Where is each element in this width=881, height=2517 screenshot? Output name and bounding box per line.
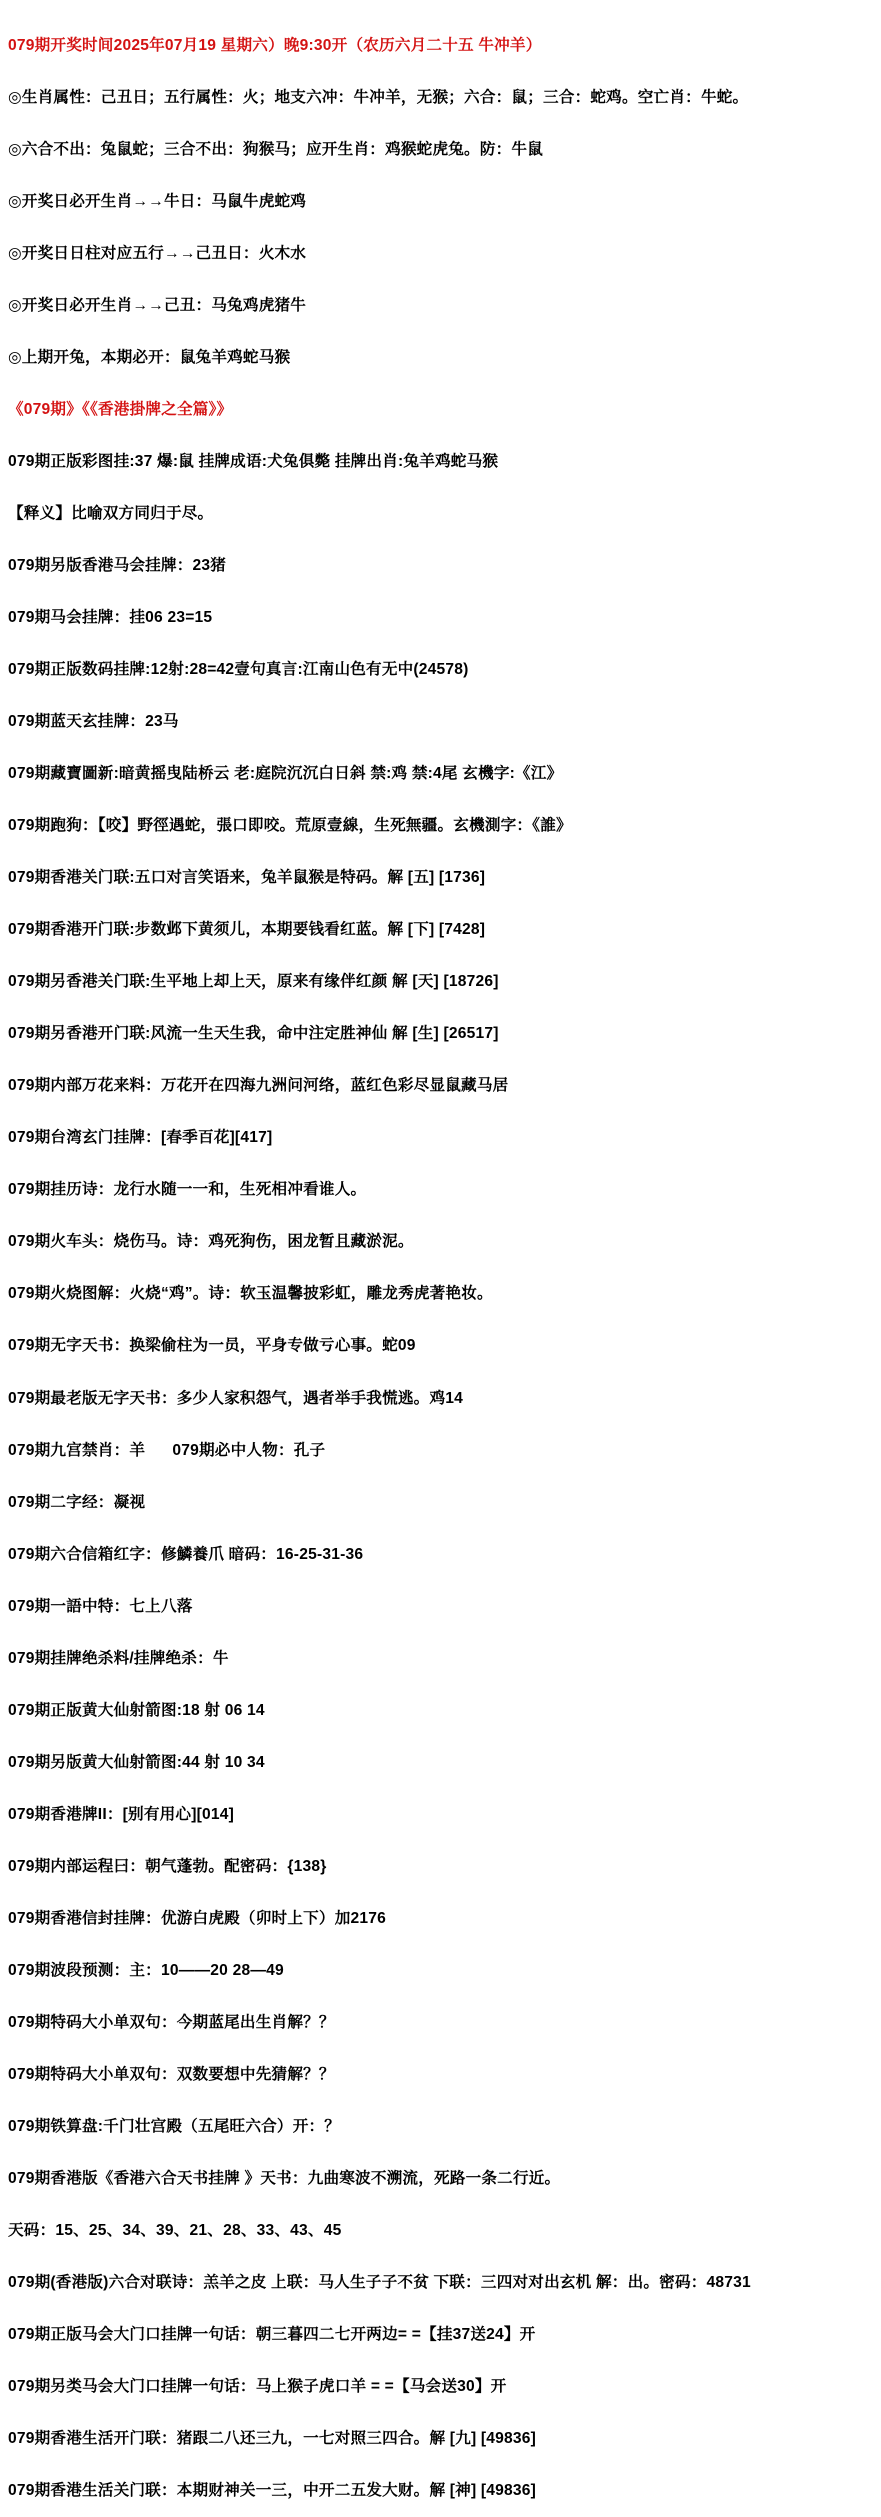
hk-life-close-couplet: 079期香港生活关门联：本期财神关一三，中开二五发大财。解 [神] [49836] [8, 2482, 537, 2500]
official-color-chart-hang: 079期正版彩图挂:37 爆:鼠 挂牌成语:犬兔俱斃 挂牌出肖:兔羊鸡蛇马猴 [8, 452, 499, 470]
special-code-sentence-2: 079期特码大小单双句：双数要想中先猜解？？ [8, 2065, 335, 2083]
shengxiao-attributes: ◎生肖属性：己丑日；五行属性：火；地支六冲：牛冲羊，无猴；六合：鼠；三合：蛇鸡。空亡肖：牛蛇。 [8, 88, 749, 106]
oldest-wordless-book: 079期最老版无字天书：多少人家积怨气，遇者举手我慌逃。鸡14 [8, 1389, 464, 1407]
lantian-xuan-guapai: 079期蓝天玄挂牌：23马 [8, 713, 179, 731]
special-code-sentence-1: 079期特码大小单双句：今期蓝尾出生肖解？？ [8, 2013, 335, 2031]
wordless-book: 079期无字天书：换梁偷柱为一员，平身专做亏心事。蛇09 [8, 1337, 416, 1355]
guapai-kill: 079期挂牌绝杀料/挂牌绝杀：牛 [8, 1649, 229, 1667]
iron-abacus: 079期铁算盘:千门壮宫殿（五尾旺六合）开：？ [8, 2117, 341, 2135]
liuhe-exclusions: ◎六合不出：兔鼠蛇；三合不出：狗猴马；应开生肖：鸡猴蛇虎兔。防：牛鼠 [8, 140, 544, 158]
treasure-map: 079期藏寶圖新:暗黄摇曳陆桥云 老:庭院沉沉白日斜 禁:鸡 禁:4尾 玄機字:《江》 [8, 765, 563, 783]
jiugong-forbidden-zodiac: 079期九宫禁肖：羊 079期必中人物：孔子 [8, 1441, 326, 1459]
train-head: 079期火车头：烧伤马。诗：鸡死狗伤，困龙暂且藏淤泥。 [8, 1233, 414, 1251]
hk-tianshu-guapai: 079期香港版《香港六合天书挂牌 》天书：九曲寒波不溯流，死路一条二行近。 [8, 2169, 561, 2187]
taiwan-xuanmen-guapai: 079期台湾玄门挂牌：[春季百花][417] [8, 1129, 273, 1147]
alt-huangdaxian-arrow: 079期另版黄大仙射箭图:44 射 10 34 [8, 1753, 265, 1771]
fire-burn-diagram: 079期火烧图解：火烧“鸡”。诗：软玉温馨披彩虹，雕龙秀虎著艳妆。 [8, 1285, 493, 1303]
jockey-guapai: 079期马会挂牌：挂06 23=15 [8, 609, 213, 627]
hk-pai-ii: 079期香港牌II：[别有用心][014] [8, 1805, 235, 1823]
hk-open-couplet: 079期香港开门联:步数邺下黄须儿，本期要钱看红蓝。解 [下] [7428] [8, 921, 486, 939]
wave-band-forecast: 079期波段预测：主：10——20 28—49 [8, 1961, 284, 1979]
alt-hk-open-couplet: 079期另香港开门联:风流一生天生我，命中注定胜神仙 解 [生] [26517] [8, 1025, 499, 1043]
running-dog: 079期跑狗：【咬】野徑遇蛇，張口即咬。荒原壹線，生死無疆。玄機測字：《誰》 [8, 817, 572, 835]
hk-envelope-guapai: 079期香港信封挂牌：优游白虎殿（卯时上下）加2176 [8, 1909, 386, 1927]
hk-guapai-title: 《079期》《《香港掛牌之全篇》》 [8, 400, 233, 418]
idiom-explanation: 【释义】比喻双方同归于尽。 [8, 504, 214, 522]
hk-close-couplet: 079期香港关门联:五口对言笑语来，兔羊鼠猴是特码。解 [五] [1736] [8, 869, 486, 887]
alt-hk-close-couplet: 079期另香港关门联:生平地上却上天，原来有缘伴红颜 解 [天] [18726] [8, 973, 499, 991]
last-period-result: ◎上期开兔，本期必开：鼠兔羊鸡蛇马猴 [8, 348, 291, 366]
header-draw-time: 079期开奖时间2025年07月19 星期六）晚9:30开（农历六月二十五 牛冲羊） [8, 36, 542, 54]
official-digital-guapai: 079期正版数码挂牌:12射:28=42壹句真言:江南山色有无中(24578) [8, 661, 469, 679]
alt-gate-guapai: 079期另类马会大门口挂牌一句话：马上猴子虎口羊 = =【马会送30】开 [8, 2378, 507, 2396]
hk-life-open-couplet: 079期香港生活开门联：猪跟二八还三九，一七对照三四合。解 [九] [49836] [8, 2430, 537, 2448]
liuhe-couplet-poem: 079期(香港版)六合对联诗：羔羊之皮 上联：马人生子子不贫 下联：三四对对出玄机 解：出。密码：48731 [8, 2274, 751, 2292]
official-huangdaxian-arrow: 079期正版黄大仙射箭图:18 射 06 14 [8, 1701, 265, 1719]
guali-poem: 079期挂历诗：龙行水随一一和，生死相冲看谁人。 [8, 1181, 367, 1199]
must-open-zodiac-niu: ◎开奖日必开生肖→→牛日：马鼠牛虎蛇鸡 [8, 192, 307, 210]
must-open-zodiac-jichou: ◎开奖日必开生肖→→己丑：马兔鸡虎猪牛 [8, 296, 307, 314]
day-pillar-five-elements: ◎开奖日日柱对应五行→→己丑日：火木水 [8, 244, 307, 262]
alt-hk-jockey-guapai: 079期另版香港马会挂牌：23猪 [8, 557, 227, 574]
two-char-scripture: 079期二字经：凝视 [8, 1493, 146, 1511]
one-phrase-special: 079期一語中特：七上八落 [8, 1597, 193, 1615]
official-gate-guapai: 079期正版马会大门口挂牌一句话：朝三暮四二七开两边= =【挂37送24】开 [8, 2326, 536, 2344]
tianma-numbers: 天码：15、25、34、39、21、28、33、43、45 [8, 2222, 342, 2239]
internal-wanhua: 079期内部万花来料：万花开在四海九洲问河络，蓝红色彩尽显鼠藏马居 [8, 1077, 509, 1095]
internal-fortune: 079期内部运程曰：朝气蓬勃。配密码：{138} [8, 1857, 327, 1875]
liuhe-mailbox-red: 079期六合信箱红字：修鱗養爪 暗码：16-25-31-36 [8, 1545, 364, 1563]
